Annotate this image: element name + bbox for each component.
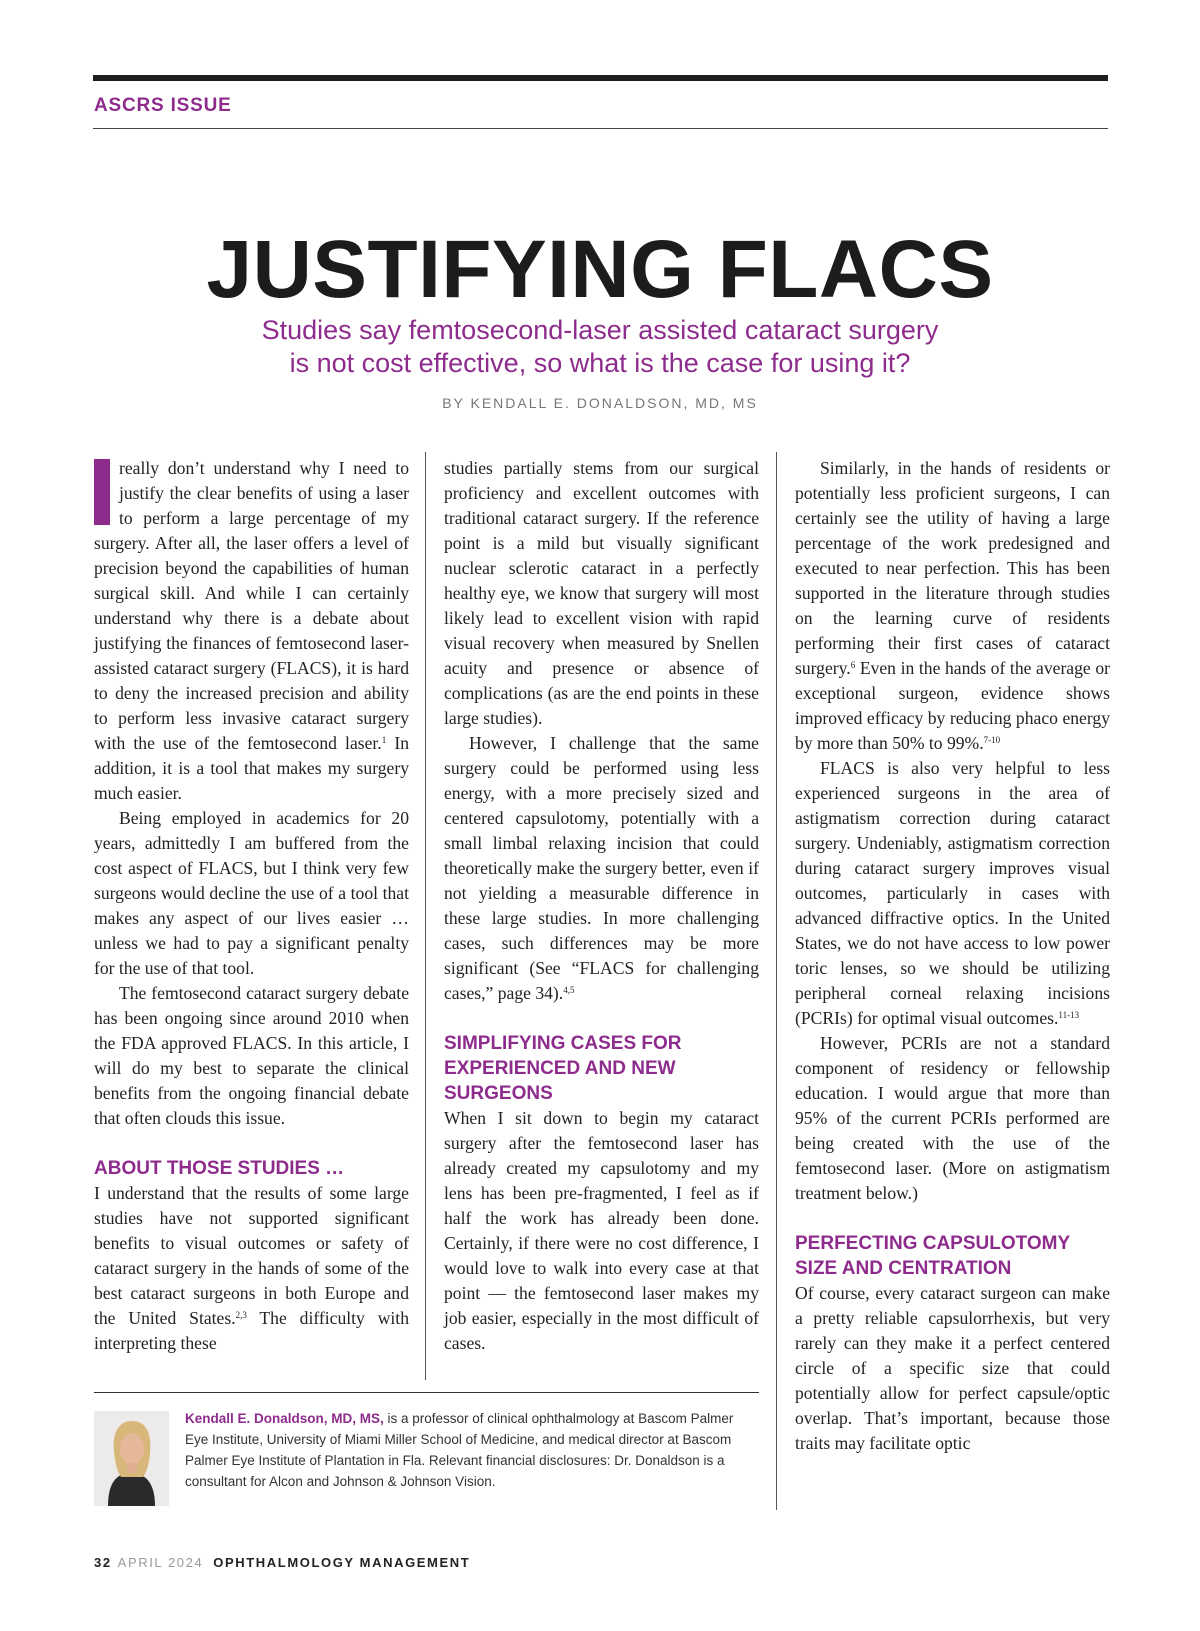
author-name: Kendall E. Donaldson, MD, MS, [185, 1411, 384, 1426]
reference-marker: 4,5 [563, 985, 575, 995]
drop-cap-bar [94, 459, 110, 525]
subtitle-line-2: is not cost effective, so what is the case for using it? [289, 348, 911, 378]
section-label: ASCRS ISSUE [94, 95, 232, 116]
header-divider [93, 128, 1108, 129]
column-divider-2 [776, 452, 777, 1510]
paragraph-text: really don’t understand why I need to justify the clear benefits of using a laser to perform a large percentage of my surgery. After all, the laser offers a level of precision beyond the capabilities of human surgical skill. And while I can certainly understand why there is a debate about justifying the finances of femtosecond laser-assisted cataract surgery (FLACS), it is hard to deny the increased precision and ability to perform less invasive cataract surgery with the use of the femtosecond laser. [94, 458, 409, 753]
bio-divider [94, 1392, 759, 1393]
top-rule [93, 75, 1108, 81]
paragraph-text: I understand that the results of some large studies have not supported significant benefits to visual outcomes or safety of cataract surgery in the hands of some of the best cataract surgeons in both Europe and the United States. [94, 1183, 409, 1328]
body-paragraph-8 [795, 756, 1110, 1031]
body-paragraph-6: When I sit down to begin my cataract surgery after the femtosecond laser has already created my capsulotomy and my lens has been pre-fragmented, I feel as if half the work has already been done. Certainly, if there were no cost difference, I would love to walk into every case at that point — the femtosecond laser makes my job easier, especially in the most difficult of cases. [444, 1108, 759, 1353]
body-paragraph-5 [444, 731, 759, 1006]
reference-marker: 1 [381, 735, 387, 745]
subtitle-line-1: Studies say femtosecond-laser assisted cataract surgery [261, 315, 939, 345]
body-paragraph-2: Being employed in academics for 20 years, admittedly I am buffered from the cost aspect of FLACS, but I think very few surgeons would decline the use of a tool that makes any aspect of our lives easier … unless we had to pay a significant penalty for the use of that tool. [94, 808, 409, 978]
reference-marker: 7-10 [983, 735, 1001, 745]
paragraph-text: studies partially stems from our surgical proficiency and excellent outcomes with traditional cataract surgery. If the reference point is a mild but visually significant nuclear sclerotic cataract in a perfectly healthy eye, we know that surgery will most likely lead to excellent vision with rapid visual recovery when measured by Snellen acuity and presence or absence of complications (as are the end points in these large studies). [444, 458, 759, 728]
body-paragraph-10: Of course, every cataract surgeon can make a pretty reliable capsulorrhexis, but very rarely can they make it a perfect centered circle of a specific size that could potentially allow for perfect capsule/optic overlap. That’s important, because those traits may facilitate optic [795, 1283, 1110, 1453]
reference-marker: 6 [850, 660, 856, 670]
subheading-simplifying-cases: SIMPLIFYING CASES FOR EXPERIENCED AND NEW SURGEONS [444, 1033, 682, 1104]
magazine-name: OPHTHALMOLOGY MANAGEMENT [213, 1555, 471, 1570]
article-subtitle [150, 314, 1050, 380]
body-paragraph-7 [795, 456, 1110, 756]
author-bio [185, 1408, 760, 1492]
article-title: JUSTIFYING FLACS [206, 224, 994, 315]
paragraph-text: FLACS is also very helpful to less experienced surgeons in the area of astigmatism correction during cataract surgery. Undeniably, astigmatism correction during cataract surgery improves visual outcomes, particularly in cases with advanced diffractive optics. In the United States, we do not have access to low power toric lenses, so we should be utilizing peripheral corneal relaxing incisions (PCRIs) for optimal visual outcomes. [795, 758, 1110, 1028]
paragraph-text: The difficulty with interpreting these [94, 1308, 409, 1353]
body-paragraph-1 [94, 456, 409, 806]
body-paragraph-4 [94, 1181, 409, 1356]
body-paragraph-3: The femtosecond cataract surgery debate has been ongoing since around 2010 when the FDA approved FLACS. In this article, I will do my best to separate the clinical benefits from the ongoing financial debate that often clouds this issue. [94, 983, 409, 1128]
subheading-about-studies: ABOUT THOSE STUDIES … [94, 1158, 345, 1179]
reference-marker: 11-13 [1058, 1010, 1080, 1020]
column-divider-1 [425, 452, 426, 1380]
author-portrait-image [94, 1411, 169, 1506]
column-2 [444, 456, 759, 1356]
reference-marker: 2,3 [235, 1310, 247, 1320]
paragraph-text: Similarly, in the hands of residents or potentially less proficient surgeons, I can certainly see the utility of having a large percentage of the work predesigned and executed to near perfection. This has been supported in the literature through studies on the learning curve of residents performing their first cases of cataract surgery. [795, 458, 1110, 678]
column-3 [795, 456, 1110, 1456]
page-footer [94, 1555, 470, 1570]
body-paragraph-4-continued [444, 456, 759, 731]
page-number: 32 [94, 1555, 112, 1570]
author-bio-text: is a professor of clinical ophthalmology at Bascom Palmer Eye Institute, University of Miami Miller School of Medicine, and medical director at Bascom Palmer Eye Institute of Plantation in Fla. Relevant financial disclosures: Dr. Donaldson is a consultant for Alcon and Johnson & Johnson Vision. [185, 1411, 734, 1489]
issue-date: APRIL 2024 [117, 1555, 204, 1570]
paragraph-text: In addition, it is a tool that makes my surgery much easier. [94, 733, 409, 803]
author-photo [94, 1411, 169, 1506]
column-2-content [444, 456, 759, 1356]
paragraph-text: Even in the hands of the average or exceptional surgeon, evidence shows improved efficacy by reducing phaco energy by more than 50% to 99%. [795, 658, 1110, 753]
paragraph-text: However, I challenge that the same surgery could be performed using less energy, with a more precisely sized and centered capsulotomy, potentially with a small limbal relaxing incision that could theoretically make the surgery better, even if not yielding a measurable difference in these large studies. In more challenging cases, such differences may be more significant (See “FLACS for challenging cases,” page 34). [444, 733, 759, 1003]
byline: BY KENDALL E. DONALDSON, MD, MS [442, 395, 758, 411]
column-1 [94, 456, 409, 1356]
subheading-perfecting-capsulotomy: PERFECTING CAPSULOTOMY SIZE AND CENTRATION [795, 1233, 1070, 1279]
body-paragraph-9: However, PCRIs are not a standard component of residency or fellowship education. I would argue that more than 95% of the current PCRIs performed are being created with the use of the femtosecond laser. (More on astigmatism treatment below.) [795, 1033, 1110, 1203]
